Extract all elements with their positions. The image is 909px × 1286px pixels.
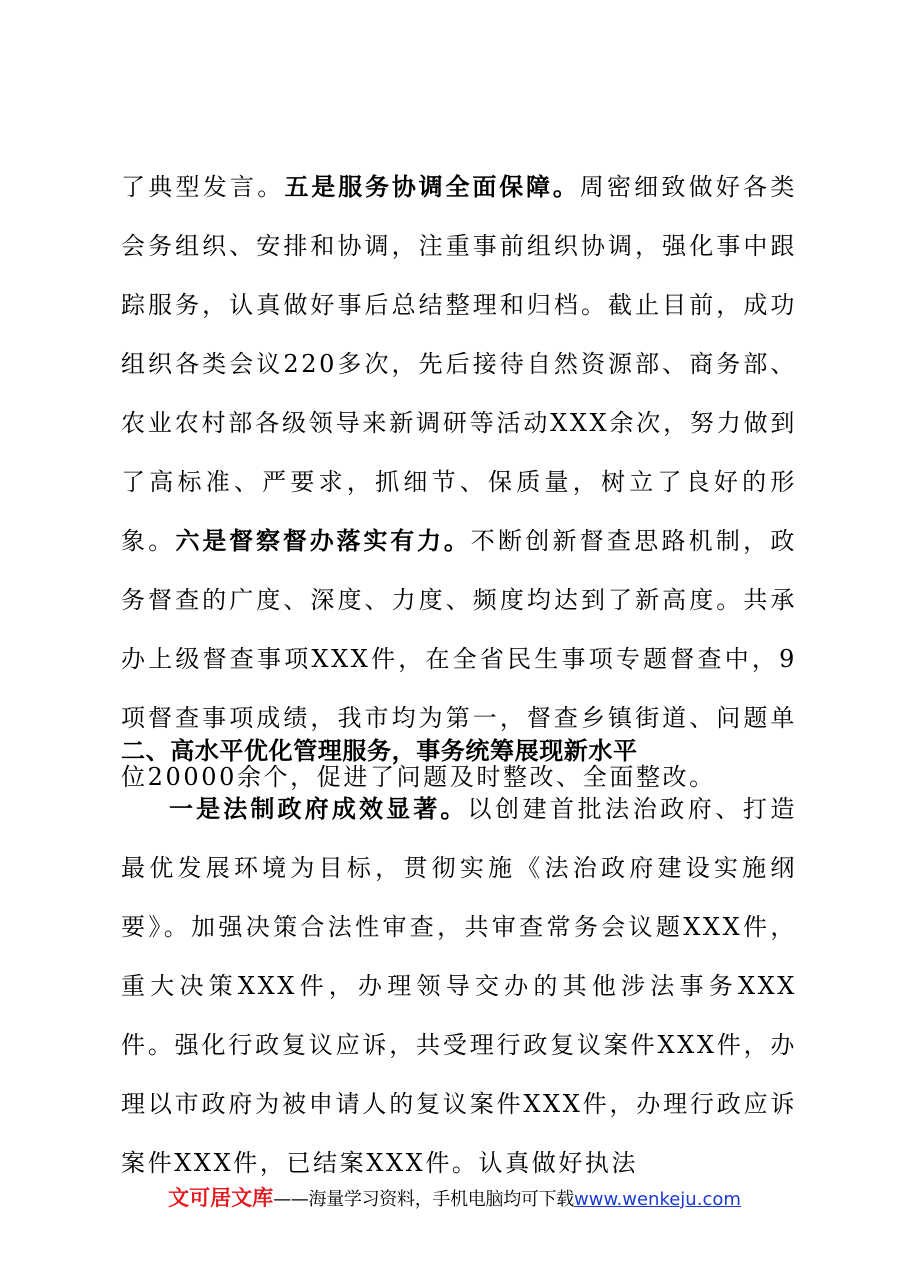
body-paragraph-2 — [121, 780, 797, 1193]
paragraph-2-text: 以创建首批法治政府、打造最优发展环境为目标，贯彻实施《法治政府建设实施纲要》。加强决策合法性审查，共审查常务会议题XXX件，重大决策XXX件，办理领导交办的其他涉法事务XXX件。强化行政复议应诉，共受理行政复议案件XXX件，办理以市政府为被申请人的复议案件XXX件，办理行政应诉案件XXX件，已结案XXX件。认真做好执法 — [121, 795, 797, 1177]
page-footer — [0, 1182, 909, 1212]
section-heading: 二、高水平优化管理服务，事务统筹展现新水平 — [121, 737, 638, 765]
paragraph-1-bold-lead-1: 五是服务协调全面保障。 — [284, 173, 580, 201]
paragraph-1-bold-lead-2: 六是督察督办落实有力。 — [175, 527, 471, 555]
footer-tagline: ——海量学习资料，手机电脑均可下载 — [273, 1189, 575, 1210]
footer-website-link[interactable]: www.wenkeju.com — [574, 1189, 741, 1210]
paragraph-1-text-2: 周密细致做好各类会务组织、安排和协调，注重事前组织协调，强化事中跟踪服务，认真做好事后总结整理和归档。截止目前，成功组织各类会议220多次，先后接待自然资源部、商务部、农业农村部各级领导来新调研等活动XXX余次，努力做到了高标准、严要求，抓细节、保质量，树立了良好的形象。 — [121, 173, 797, 555]
paragraph-1-text-1: 了典型发言。 — [121, 173, 285, 201]
footer-brand: 文可居文库 — [168, 1186, 274, 1210]
body-paragraph-1 — [121, 158, 797, 807]
paragraph-2-bold-lead: 一是法制政府成效显著。 — [169, 795, 468, 823]
paragraph-1-text-3: 不断创新督查思路机制，政务督查的广度、深度、力度、频度均达到了新高度。共承办上级督查事项XXX件，在全省民生事项专题督查中，9项督查事项成绩，我市均为第一，督查乡镇街道、问题单位20000余个，促进了问题及时整改、全面整改。 — [121, 527, 798, 791]
